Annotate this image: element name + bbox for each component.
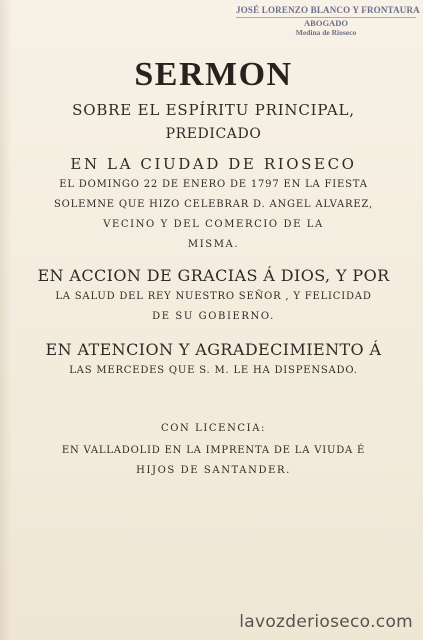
stamp-location: Medina de Rioseco	[295, 28, 357, 38]
license-line: CON LICENCIA:	[160, 423, 267, 434]
title-page-text	[16, 55, 411, 481]
predicado-line: PREDICADO	[165, 126, 262, 142]
patron-line: SOLEMNE QUE HIZO CELEBRAR D. ANGEL ALVAREZ,	[54, 199, 373, 210]
city-line: EN LA CIUDAD DE RIOSECO	[70, 155, 357, 173]
gratitude-heading: EN ATENCION Y AGRADECIMIENTO Á	[45, 340, 382, 359]
stamp-profession: ABOGADO	[304, 18, 348, 29]
government-line: DE SU GOBIERNO.	[152, 311, 275, 322]
date-line: EL DOMINGO 22 DE ENERO DE 1797 EN LA FIESTA	[59, 179, 368, 190]
subtitle-line: SOBRE EL ESPÍRITU PRINCIPAL,	[72, 101, 355, 119]
document-title: SERMON	[134, 56, 293, 93]
thanksgiving-heading: EN ACCION DE GRACIAS Á DIOS, Y POR	[37, 266, 390, 285]
vecino-line: VECINO Y DEL COMERCIO DE LA	[103, 219, 324, 230]
misma-line: MISMA.	[187, 239, 240, 250]
mercedes-line: LAS MERCEDES QUE S. M. LE HA DISPENSADO.	[69, 365, 358, 376]
printer-heirs-line: HIJOS DE SANTANDER.	[136, 465, 291, 476]
site-watermark: lavozderioseco.com	[239, 612, 413, 632]
stamp-owner-name: JOSÉ LORENZO BLANCO Y FRONTAURA	[236, 6, 416, 18]
owner-stamp	[236, 5, 420, 38]
health-line: LA SALUD DEL REY NUESTRO SEÑOR , Y FELICIDAD	[55, 291, 372, 302]
printer-line: EN VALLADOLID EN LA IMPRENTA DE LA VIUDA É	[61, 445, 366, 456]
